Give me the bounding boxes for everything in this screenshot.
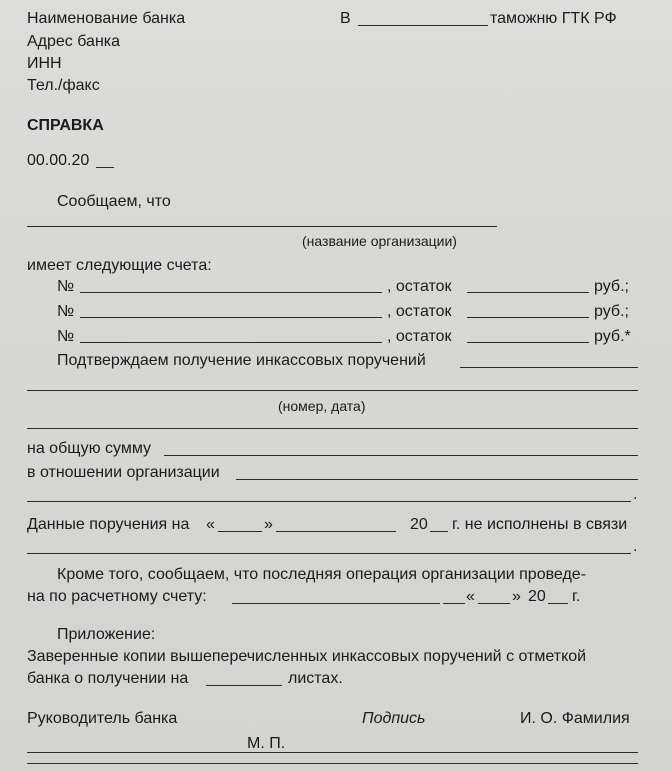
total-sum-label: на общую сумму (27, 440, 152, 457)
attachment-line2: банка о получении на (27, 670, 189, 687)
relation-label: в отношении организации (27, 464, 220, 481)
inn-label: ИНН (27, 55, 62, 72)
stamp-label: М. П. (247, 735, 286, 752)
account-number-line (80, 317, 382, 318)
account-number-line (80, 342, 382, 343)
full-name-label: И. О. Фамилия (520, 710, 630, 727)
day-line (478, 603, 510, 604)
date-blank-line (96, 167, 114, 168)
quote-close: » (264, 516, 273, 533)
day-line (218, 531, 262, 532)
collection-line-full (27, 428, 638, 429)
document-page: Наименование банка Адрес банка ИНН Тел./факс В таможню ГТК РФ СПРАВКА 00.00.20 Сообщаем, что (название организации) имеет следующие счета: № , остаток руб.; № , остаток руб.; № , остаток руб.* Подтверждаем получение инкассовых поручений (номер, дата) на общую сумму в отношении организации . Данные поручения на « » 20 г. не исполнены в связи . Кроме того, сообщаем, что последняя операция организации проведе- на по расчетному счету: « » 20 г. Приложение: Заверенные копии вышеперечисленных инкассовых поручений с отметкой банка о получении на листах. Руководитель банка Подпись И. О. Фамилия М. П. (0, 0, 672, 772)
page-title: СПРАВКА (27, 117, 104, 134)
collection-text: Подтверждаем получение инкассовых поручений (57, 352, 426, 369)
bank-address-label: Адрес банка (27, 33, 121, 50)
attachment-title: Приложение: (57, 626, 156, 643)
year-label: 20 (528, 588, 546, 605)
balance-line (467, 342, 589, 343)
currency-last-label: руб.* (594, 328, 631, 345)
relation-line (236, 479, 638, 480)
day-line (443, 603, 465, 604)
org-name-line (27, 226, 497, 227)
last-operation-line2: на по расчетному счету: (27, 588, 207, 605)
account-line (232, 603, 440, 604)
signature-label: Подпись (362, 710, 426, 727)
balance-label: , остаток (387, 328, 452, 345)
year-line (430, 531, 448, 532)
relation-line-full (27, 501, 631, 502)
year-line (548, 603, 568, 604)
month-line (276, 531, 396, 532)
collection-line (460, 367, 638, 368)
last-operation-line1: Кроме того, сообщаем, что последняя операция организации проведе- (57, 566, 587, 583)
collection-line-full (27, 390, 638, 391)
date-field: 00.00.20 (27, 152, 90, 169)
sheets-count-line (206, 685, 282, 686)
bank-head-label: Руководитель банка (27, 710, 178, 727)
currency-label: руб.; (594, 303, 629, 320)
account-number-line (80, 292, 382, 293)
account-number-sign: № (57, 303, 75, 320)
phone-fax-label: Тел./факс (27, 77, 100, 94)
quote-close: » (512, 588, 521, 605)
quote-open: « (466, 588, 475, 605)
balance-line (467, 317, 589, 318)
currency-label: руб.; (594, 278, 629, 295)
unfulfilled-suffix: г. не исполнены в связи (452, 516, 628, 533)
customs-blank-line (358, 25, 488, 26)
intro-text: Сообщаем, что (57, 193, 171, 210)
reason-line (27, 553, 631, 554)
customs-suffix: таможню ГТК РФ (490, 10, 617, 27)
quote-open: « (206, 516, 215, 533)
year-suffix: г. (572, 588, 581, 605)
unfulfilled-prefix: Данные поручения на (27, 516, 190, 533)
balance-label: , остаток (387, 278, 452, 295)
footer-rule (27, 763, 638, 764)
attachment-line2-suffix: листах. (288, 670, 343, 687)
org-name-hint: (название организации) (302, 233, 457, 249)
attachment-line1: Заверенные копии вышеперечисленных инкассовых поручений с отметкой (27, 648, 587, 665)
number-date-hint: (номер, дата) (278, 398, 366, 414)
balance-label: , остаток (387, 303, 452, 320)
bank-name-label: Наименование банка (27, 10, 186, 27)
year-prefix: 20 (410, 516, 428, 533)
footer-rule (27, 752, 638, 753)
accounts-title: имеет следующие счета: (27, 257, 212, 274)
customs-prefix: В (340, 10, 351, 27)
total-sum-line (164, 455, 638, 456)
account-number-sign: № (57, 278, 75, 295)
balance-line (467, 292, 589, 293)
account-number-sign: № (57, 328, 75, 345)
